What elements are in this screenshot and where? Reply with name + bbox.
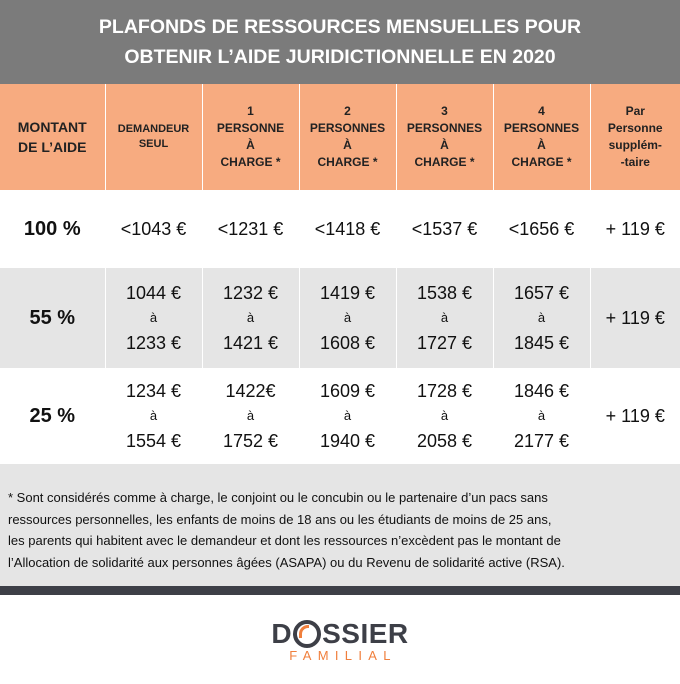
footnote-line: l’Allocation de solidarité aux personnes âgées (ASAPA) ou du Revenu de solidarité active (RSA). bbox=[8, 554, 565, 570]
header-line: supplém- bbox=[608, 138, 662, 152]
logo-o-icon bbox=[293, 620, 321, 648]
table-cell: <1231 € bbox=[202, 190, 299, 268]
range-from: 1609 € bbox=[319, 381, 376, 401]
title-line-2: OBTENIR L’AIDE JURIDICTIONNELLE EN 2020 bbox=[124, 46, 556, 68]
page-title bbox=[0, 0, 680, 84]
row-label: 100 % bbox=[0, 190, 105, 268]
header-line: PERSONNES bbox=[309, 121, 386, 135]
table-cell bbox=[396, 368, 493, 464]
table-cell bbox=[299, 268, 396, 368]
header-line: À bbox=[246, 138, 255, 152]
header-line: 3 bbox=[441, 104, 448, 118]
header-2-personnes bbox=[299, 84, 396, 190]
range-to: 1421 € bbox=[222, 333, 279, 353]
table-cell bbox=[105, 368, 202, 464]
header-line: À bbox=[537, 138, 546, 152]
table-cell bbox=[202, 268, 299, 368]
footer bbox=[0, 595, 680, 684]
range-sep: à bbox=[537, 310, 546, 325]
header-line: 1 bbox=[247, 104, 254, 118]
range-sep: à bbox=[149, 408, 158, 423]
range-from: 1538 € bbox=[416, 283, 473, 303]
header-line: MONTANT bbox=[17, 119, 87, 135]
table-header-row bbox=[0, 84, 680, 190]
range-to: 2177 € bbox=[513, 431, 570, 451]
header-line: SEUL bbox=[138, 138, 169, 150]
range-sep: à bbox=[343, 408, 352, 423]
footnote bbox=[0, 464, 680, 586]
header-line: DE L’AIDE bbox=[18, 139, 87, 155]
range-sep: à bbox=[343, 310, 352, 325]
table-cell: <1043 € bbox=[105, 190, 202, 268]
range-sep: à bbox=[440, 408, 449, 423]
header-3-personnes bbox=[396, 84, 493, 190]
header-line: CHARGE * bbox=[317, 155, 378, 169]
header-line: Personne bbox=[607, 121, 663, 135]
range-to: 1608 € bbox=[319, 333, 376, 353]
range-from: 1232 € bbox=[222, 283, 279, 303]
header-line: PERSONNE bbox=[216, 121, 285, 135]
row-label: 25 % bbox=[0, 368, 105, 464]
header-demandeur-seul bbox=[105, 84, 202, 190]
header-line: CHARGE * bbox=[511, 155, 572, 169]
table-cell bbox=[396, 268, 493, 368]
header-line: À bbox=[343, 138, 352, 152]
header-line: Par bbox=[625, 104, 645, 118]
table-cell-extra: + 119 € bbox=[590, 268, 680, 368]
range-from: 1422€ bbox=[225, 381, 276, 401]
title-line-1: PLAFONDS DE RESSOURCES MENSUELLES POUR bbox=[98, 16, 582, 38]
footnote-line: * Sont considérés comme à charge, le conjoint ou le concubin ou le partenaire d’un pacs sans bbox=[8, 490, 548, 505]
logo-subtitle: FAMILIAL bbox=[289, 647, 397, 663]
range-from: 1234 € bbox=[125, 381, 182, 401]
range-sep: à bbox=[440, 310, 449, 325]
range-sep: à bbox=[246, 408, 255, 423]
table-cell: <1418 € bbox=[299, 190, 396, 268]
header-line: DEMANDEUR bbox=[117, 123, 190, 135]
table-cell: <1537 € bbox=[396, 190, 493, 268]
range-to: 1727 € bbox=[416, 333, 473, 353]
range-sep: à bbox=[537, 408, 546, 423]
table-cell bbox=[493, 368, 590, 464]
range-to: 1233 € bbox=[125, 333, 182, 353]
table-cell: <1656 € bbox=[493, 190, 590, 268]
table-row-25 bbox=[0, 368, 680, 464]
table-cell-extra: + 119 € bbox=[590, 190, 680, 268]
range-sep: à bbox=[149, 310, 158, 325]
header-line: PERSONNES bbox=[406, 121, 483, 135]
table-cell bbox=[202, 368, 299, 464]
header-line: CHARGE * bbox=[414, 155, 475, 169]
table-row-100 bbox=[0, 190, 680, 268]
header-line: -taire bbox=[620, 155, 650, 169]
range-to: 1845 € bbox=[513, 333, 570, 353]
dossier-familial-logo bbox=[271, 617, 409, 663]
header-line: À bbox=[440, 138, 449, 152]
range-from: 1419 € bbox=[319, 283, 376, 303]
table-cell bbox=[493, 268, 590, 368]
header-4-personnes bbox=[493, 84, 590, 190]
range-from: 1657 € bbox=[513, 283, 570, 303]
range-from: 1846 € bbox=[513, 381, 570, 401]
header-line: 4 bbox=[538, 104, 545, 118]
table-row-55 bbox=[0, 268, 680, 368]
range-to: 1554 € bbox=[125, 431, 182, 451]
table-cell bbox=[299, 368, 396, 464]
row-label: 55 % bbox=[0, 268, 105, 368]
range-to: 2058 € bbox=[416, 431, 473, 451]
range-to: 1752 € bbox=[222, 431, 279, 451]
range-from: 1728 € bbox=[416, 381, 473, 401]
range-to: 1940 € bbox=[319, 431, 376, 451]
range-from: 1044 € bbox=[125, 283, 182, 303]
table-cell-extra: + 119 € bbox=[590, 368, 680, 464]
header-1-personne bbox=[202, 84, 299, 190]
range-sep: à bbox=[246, 310, 255, 325]
header-par-personne-supplementaire bbox=[590, 84, 680, 190]
header-line: 2 bbox=[344, 104, 351, 118]
table-cell bbox=[105, 268, 202, 368]
header-line: PERSONNES bbox=[503, 121, 580, 135]
header-montant bbox=[0, 84, 105, 190]
logo-letter-d: D bbox=[271, 617, 293, 649]
header-line: CHARGE * bbox=[220, 155, 281, 169]
logo-letters: SSIER bbox=[322, 617, 409, 649]
footnote-line: les parents qui habitent avec le demandeur et dont les ressources n’excèdent pas le montant de bbox=[8, 533, 561, 548]
resource-ceilings-table bbox=[0, 84, 680, 464]
logo-wordmark bbox=[271, 617, 409, 649]
footnote-line: ressources personnelles, les enfants de moins de 18 ans ou les étudiants de moins de 25 ans, bbox=[8, 511, 552, 527]
divider bbox=[0, 586, 680, 595]
